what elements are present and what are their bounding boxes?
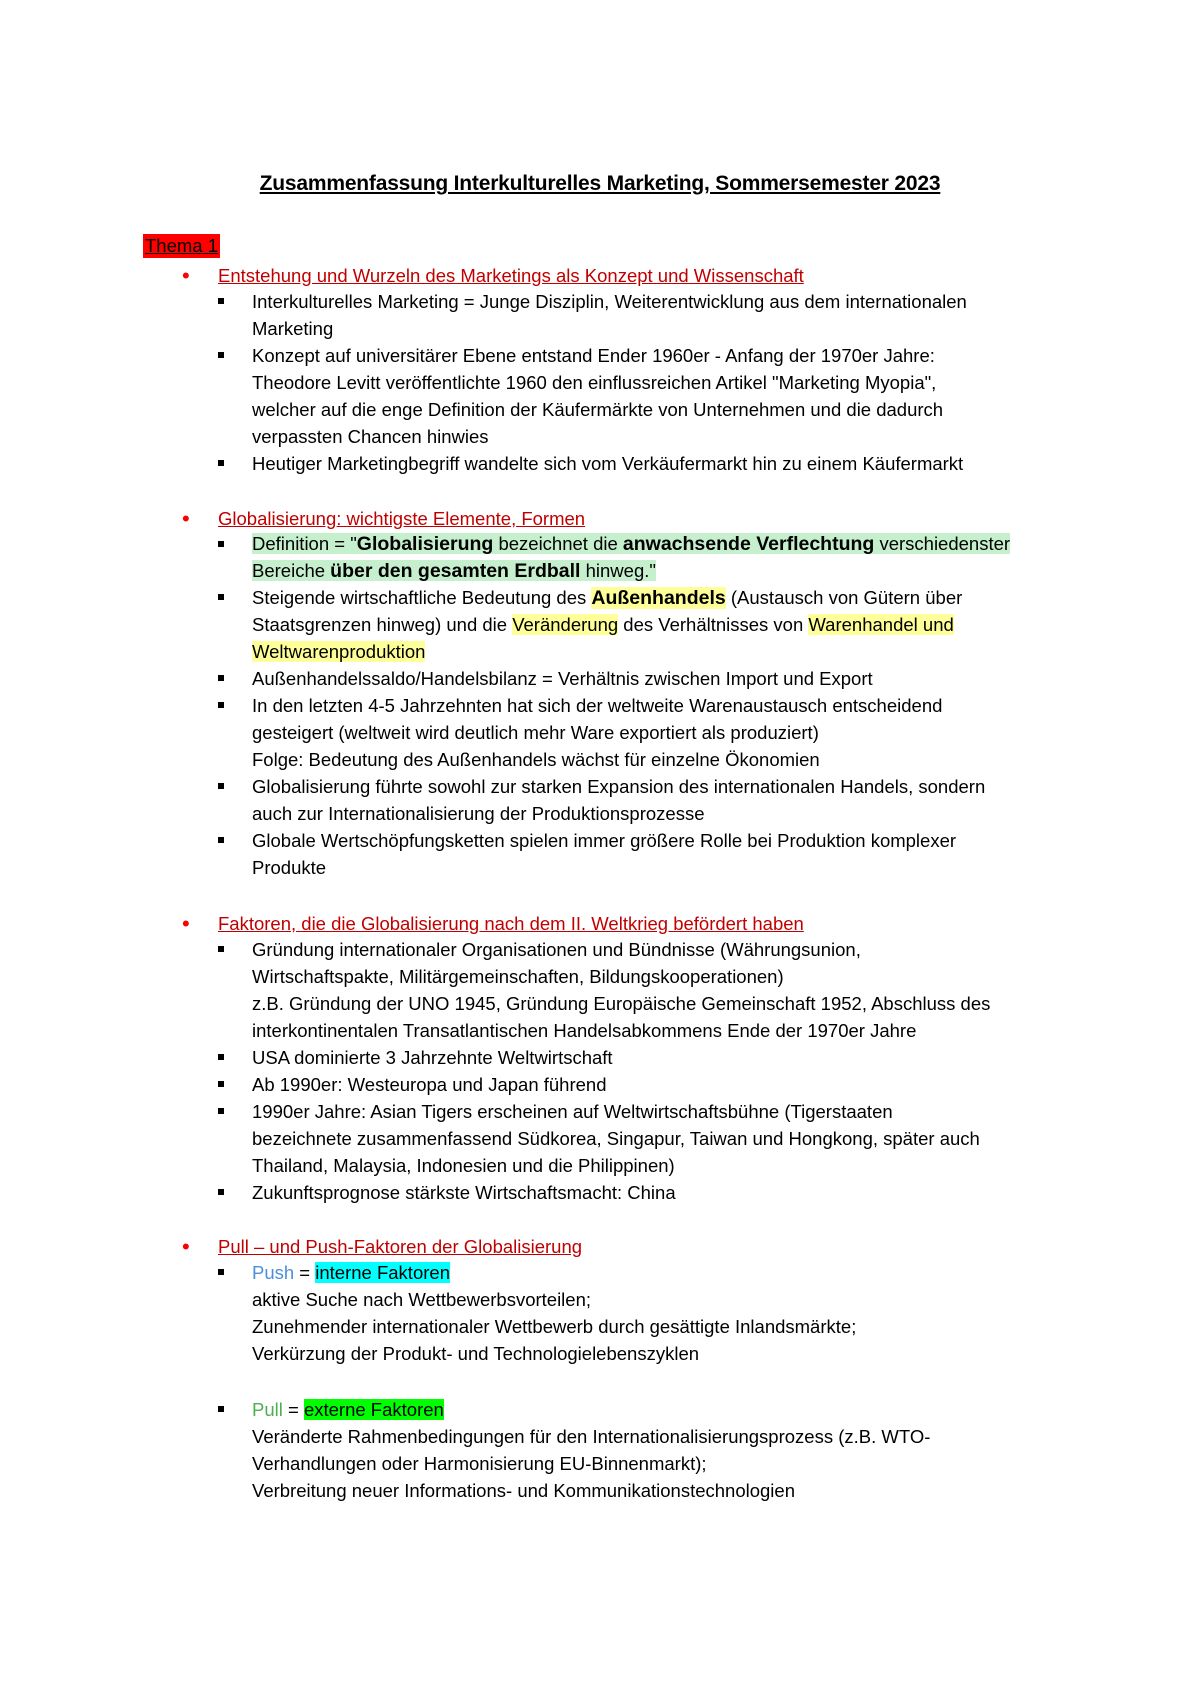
red-bullet: • bbox=[182, 1234, 190, 1259]
list-item-line: Außenhandelssaldo/Handelsbilanz = Verhältnis zwischen Import und Export bbox=[252, 668, 873, 689]
list-item-line: Produkte bbox=[252, 857, 327, 878]
list-item-line: Marketing bbox=[252, 318, 334, 339]
list-item-line: verpassten Chancen hinwies bbox=[252, 426, 489, 447]
list-item-line: 1990er Jahre: Asian Tigers erscheinen auf Weltwirtschaftsbühne (Tigerstaaten bbox=[252, 1101, 893, 1122]
list-item-line: Heutiger Marketingbegriff wandelte sich vom Verkäufermarkt hin zu einem Käufermarkt bbox=[252, 453, 964, 474]
push-line: Push = interne Faktoren bbox=[252, 1262, 450, 1283]
red-bullet: • bbox=[182, 911, 190, 936]
red-bullet: • bbox=[182, 506, 190, 531]
list-item-line: Interkulturelles Marketing = Junge Disziplin, Weiterentwicklung aus dem internationalen bbox=[252, 291, 967, 312]
list-item-line: interkontinentalen Transatlantischen Handelsabkommens Ende der 1970er Jahre bbox=[252, 1020, 917, 1041]
document-title: Zusammenfassung Interkulturelles Marketing, Sommersemester 2023 bbox=[259, 172, 941, 195]
square-bullet bbox=[218, 783, 224, 789]
list-item-line: welcher auf die enge Definition der Käufermärkte von Unternehmen und die dadurch bbox=[252, 399, 944, 420]
aussenhandel-line-2: Staatsgrenzen hinweg) und die Veränderung des Verhältnisses von Warenhandel und bbox=[252, 614, 954, 635]
square-bullet bbox=[218, 541, 224, 547]
square-bullet bbox=[218, 352, 224, 358]
aussenhandel-line-3: Weltwarenproduktion bbox=[252, 641, 426, 662]
list-item-line: Folge: Bedeutung des Außenhandels wächst für einzelne Ökonomien bbox=[252, 749, 820, 770]
list-item-line: auch zur Internationalisierung der Produktionsprozesse bbox=[252, 803, 705, 824]
square-bullet bbox=[218, 837, 224, 843]
square-bullet bbox=[218, 1189, 224, 1195]
list-item-line: gesteigert (weltweit wird deutlich mehr Ware exportiert als produziert) bbox=[252, 722, 819, 743]
list-item-line: Verhandlungen oder Harmonisierung EU-Binnenmarkt); bbox=[252, 1453, 707, 1474]
list-item-line: Thailand, Malaysia, Indonesien und die Philippinen) bbox=[252, 1155, 675, 1176]
section-heading: Entstehung und Wurzeln des Marketings als Konzept und Wissenschaft bbox=[218, 265, 804, 286]
list-item-line: Konzept auf universitärer Ebene entstand Ender 1960er - Anfang der 1970er Jahre: bbox=[252, 345, 935, 366]
section-heading: Pull – und Push-Faktoren der Globalisierung bbox=[218, 1236, 583, 1257]
square-bullet bbox=[218, 1081, 224, 1087]
list-item-line: Globalisierung führte sowohl zur starken Expansion des internationalen Handels, sondern bbox=[252, 776, 986, 797]
push-term: interne Faktoren bbox=[315, 1262, 450, 1283]
list-item-line: Globale Wertschöpfungsketten spielen immer größere Rolle bei Produktion komplexer bbox=[252, 830, 957, 851]
square-bullet bbox=[218, 946, 224, 952]
list-item-line: Gründung internationaler Organisationen und Bündnisse (Währungsunion, bbox=[252, 939, 861, 960]
list-item-line: Zunehmender internationaler Wettbewerb durch gesättigte Inlandsmärkte; bbox=[252, 1316, 857, 1337]
list-item-line: Veränderte Rahmenbedingungen für den Internationalisierungsprozess (z.B. WTO- bbox=[252, 1426, 931, 1447]
square-bullet bbox=[218, 1269, 224, 1275]
section-heading: Faktoren, die die Globalisierung nach dem II. Weltkrieg befördert haben bbox=[218, 913, 804, 934]
push-label: Push bbox=[252, 1262, 295, 1283]
pull-line: Pull = externe Faktoren bbox=[252, 1399, 444, 1420]
list-item-line: Verkürzung der Produkt- und Technologielebenszyklen bbox=[252, 1343, 700, 1364]
thema-label: Thema 1 bbox=[145, 235, 219, 256]
definition-line-2: Bereiche über den gesamten Erdball hinweg." bbox=[252, 560, 656, 582]
list-item-line: In den letzten 4-5 Jahrzehnten hat sich der weltweite Warenaustausch entscheidend bbox=[252, 695, 943, 716]
red-bullet: • bbox=[182, 263, 190, 288]
list-item-line: Zukunftsprognose stärkste Wirtschaftsmacht: China bbox=[252, 1182, 676, 1203]
pull-label: Pull bbox=[252, 1399, 283, 1420]
square-bullet bbox=[218, 1108, 224, 1114]
list-item-line: Wirtschaftspakte, Militärgemeinschaften, Bildungskooperationen) bbox=[252, 966, 784, 987]
pull-term: externe Faktoren bbox=[303, 1399, 444, 1420]
square-bullet bbox=[218, 702, 224, 708]
section-heading: Globalisierung: wichtigste Elemente, Formen bbox=[218, 508, 586, 529]
list-item-line: Verbreitung neuer Informations- und Kommunikationstechnologien bbox=[252, 1480, 795, 1501]
square-bullet bbox=[218, 460, 224, 466]
aussenhandel-line-1: Steigende wirtschaftliche Bedeutung des Außenhandels (Austausch von Gütern über bbox=[252, 587, 963, 609]
list-item-line: Ab 1990er: Westeuropa und Japan führend bbox=[252, 1074, 607, 1095]
square-bullet bbox=[218, 1406, 224, 1412]
list-item-line: z.B. Gründung der UNO 1945, Gründung Europäische Gemeinschaft 1952, Abschluss des bbox=[252, 993, 991, 1014]
square-bullet bbox=[218, 675, 224, 681]
square-bullet bbox=[218, 1054, 224, 1060]
list-item-line: USA dominierte 3 Jahrzehnte Weltwirtschaft bbox=[252, 1047, 613, 1068]
list-item-line: bezeichnete zusammenfassend Südkorea, Singapur, Taiwan und Hongkong, später auch bbox=[252, 1128, 980, 1149]
square-bullet bbox=[218, 594, 224, 600]
list-item-line: aktive Suche nach Wettbewerbsvorteilen; bbox=[252, 1289, 592, 1310]
definition-line-1: Definition = "Globalisierung bezeichnet die anwachsende Verflechtung verschiedenster bbox=[252, 533, 1011, 555]
square-bullet bbox=[218, 298, 224, 304]
list-item-line: Theodore Levitt veröffentlichte 1960 den einflussreichen Artikel "Marketing Myopia", bbox=[252, 372, 937, 393]
